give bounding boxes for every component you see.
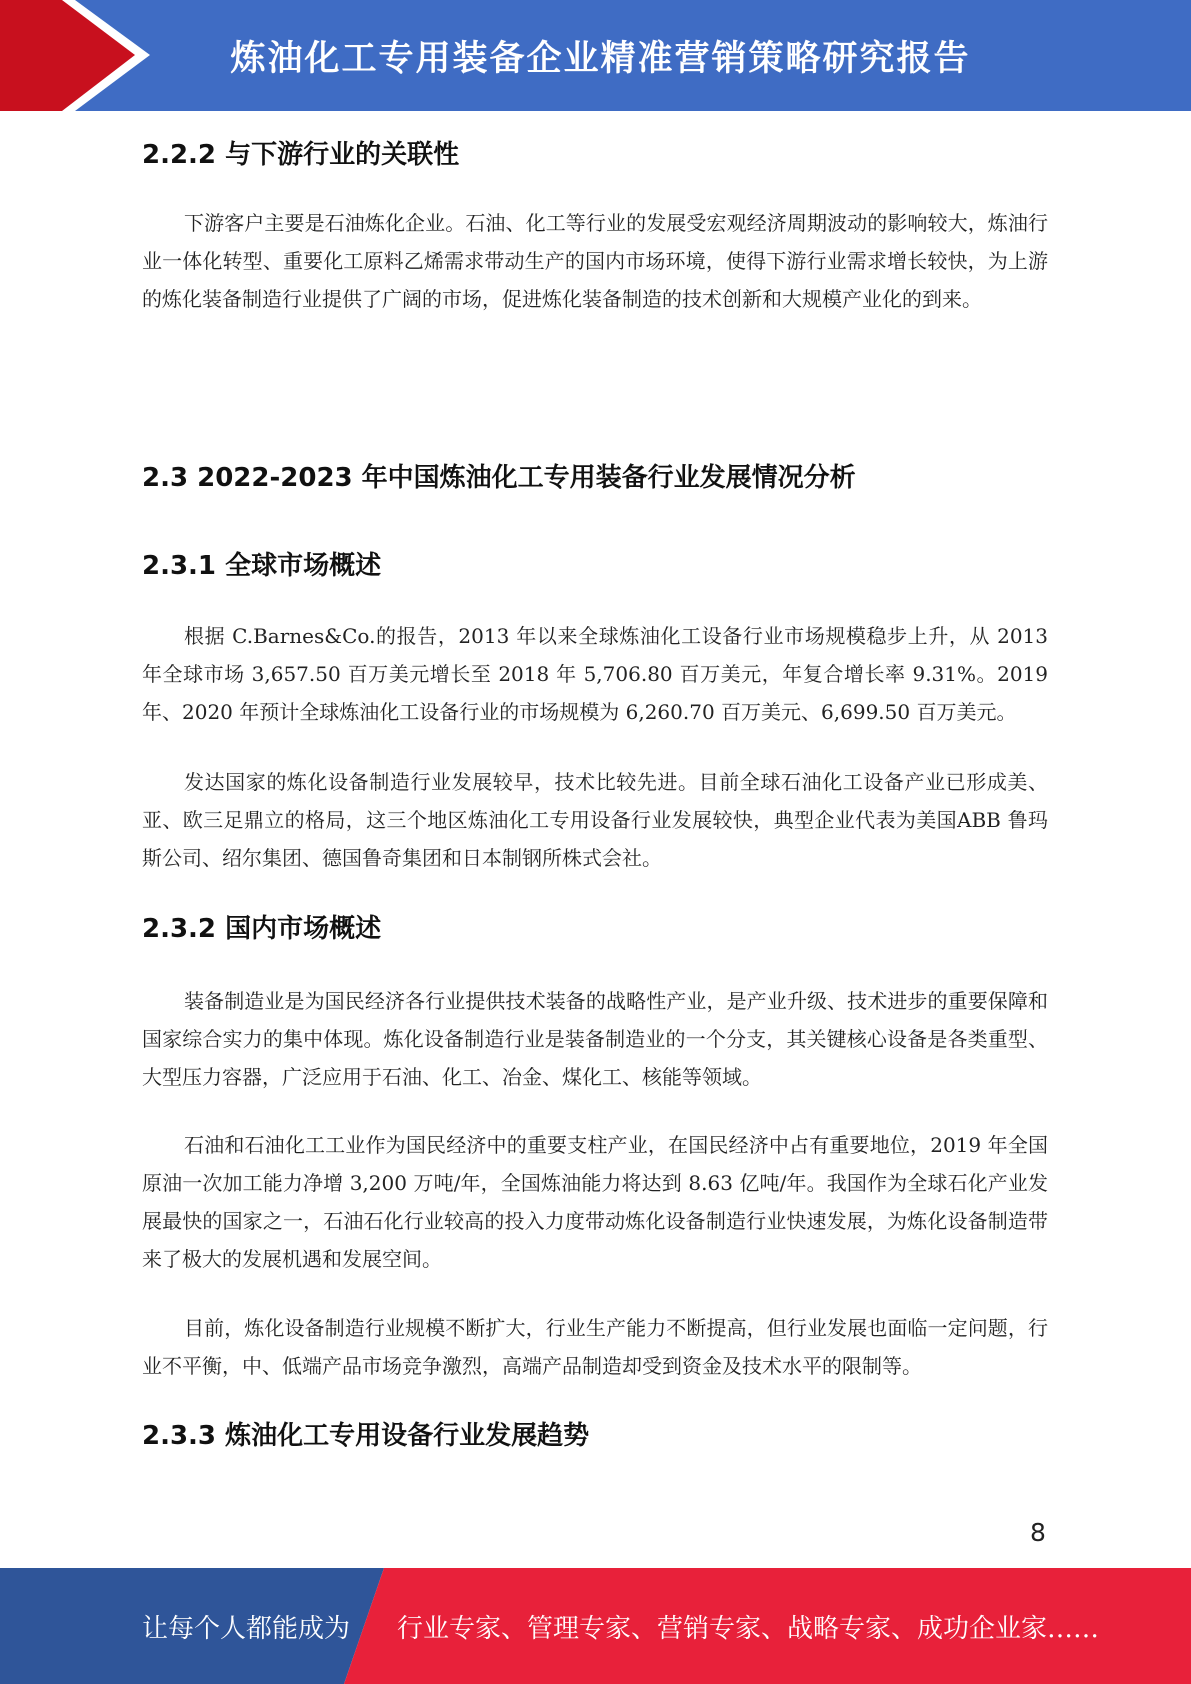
report-title: 炼油化工专用装备企业精准营销策略研究报告 xyxy=(230,38,971,79)
paragraph-current-status: 目前，炼化设备制造行业规模不断扩大，行业生产能力不断提高，但行业发展也面临一定问题，行业不平衡，中、低端产品市场竞争激烈，高端产品制造却受到资金及技术水平的限制等。 xyxy=(142,1316,1048,1378)
paragraph-downstream: 下游客户主要是石油炼化企业。石油、化工等行业的发展受宏观经济周期波动的影响较大，炼油行业一体化转型、重要化工原料乙烯需求带动生产的国内市场环境，使得下游行业需求增长较快，为上游的炼化装备制造行业提供了广阔的市场，促进炼化装备制造的技术创新和大规模产业化的到来。 xyxy=(142,211,1048,311)
section-heading-2-3-3: 2.3.3 炼油化工专用设备行业发展趋势 xyxy=(142,1421,590,1451)
section-heading-2-2-2: 2.2.2 与下游行业的关联性 xyxy=(142,140,460,170)
section-heading-2-3-1: 2.3.1 全球市场概述 xyxy=(142,551,382,581)
chevron-arrow-icon xyxy=(0,0,160,111)
section-heading-2-3-2: 2.3.2 国内市场概述 xyxy=(142,914,382,944)
page-header xyxy=(0,0,1191,111)
paragraph-equipment-manufacturing: 装备制造业是为国民经济各行业提供技术装备的战略性产业，是产业升级、技术进步的重要保障和国家综合实力的集中体现。炼化设备制造行业是装备制造业的一个分支，其关键核心设备是各类重型、大型压力容器，广泛应用于石油、化工、冶金、煤化工、核能等领域。 xyxy=(142,989,1048,1089)
paragraph-petrochemical-industry: 石油和石油化工工业作为国民经济中的重要支柱产业，在国民经济中占有重要地位，2019 年全国原油一次加工能力净增 3,200 万吨/年，全国炼油能力将达到 8.63 亿吨/年。我国作为全球石化产业发展最快的国家之一，石油石化行业较高的投入力度带动炼化设备制造行业快速发展，为炼化设备制造带来了极大的发展机遇和发展空间。 xyxy=(142,1133,1048,1271)
footer-slogan-left: 让每个人都能成为 xyxy=(142,1613,351,1644)
page-footer xyxy=(0,1568,1191,1684)
paragraph-global-market: 根据 C.Barnes&Co.的报告，2013 年以来全球炼油化工设备行业市场规模稳步上升，从 2013 年全球市场 3,657.50 百万美元增长至 2018 年 5,706.80 百万美元，年复合增长率 9.31%。2019 年、2020 年预计全球炼油化工设备行业的市场规模为 6,260.70 百万美元、6,699.50 百万美元。 xyxy=(142,624,1048,724)
page-number: 8 xyxy=(1030,1518,1046,1547)
section-heading-2-3: 2.3 2022-2023 年中国炼油化工专用装备行业发展情况分析 xyxy=(142,463,856,493)
footer-slogan-right: 行业专家、管理专家、营销专家、战略专家、成功企业家…… xyxy=(397,1613,1100,1644)
paragraph-developed-countries: 发达国家的炼化设备制造行业发展较早，技术比较先进。目前全球石油化工设备产业已形成美、亚、欧三足鼎立的格局，这三个地区炼油化工专用设备行业发展较快，典型企业代表为美国ABB 鲁玛斯公司、绍尔集团、德国鲁奇集团和日本制钢所株式会社。 xyxy=(142,770,1048,870)
